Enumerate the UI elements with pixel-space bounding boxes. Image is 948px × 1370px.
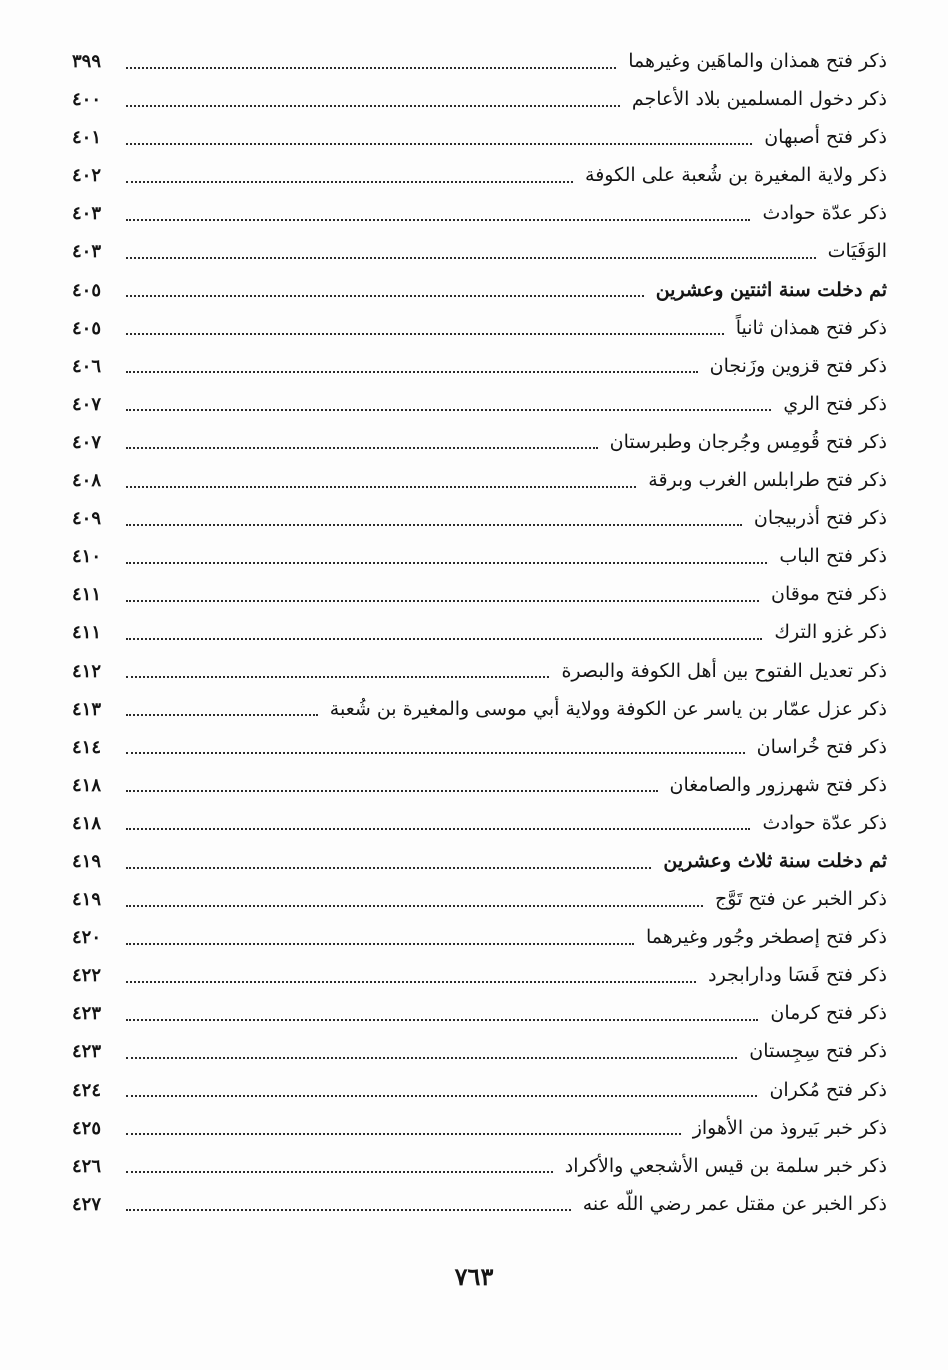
- toc-entry-page-number: ٤١٠: [72, 546, 102, 568]
- dot-leader: [126, 751, 745, 754]
- toc-section-heading: ثم دخلت سنة اثنتين وعشرين: [655, 278, 887, 301]
- dot-leader: [126, 1018, 758, 1021]
- toc-entry-title: ذكر فتح قُومِس وجُرجان وطبرستان: [609, 430, 887, 453]
- dot-leader: [126, 142, 752, 145]
- toc-entry-title: ذكر فتح همذان والماهَين وغيرهما: [628, 50, 887, 72]
- dot-leader: [126, 1208, 571, 1211]
- toc-entry: [72, 499, 887, 537]
- toc-entry-page-number: ٤٠٦: [72, 355, 102, 377]
- toc-entry: [72, 118, 887, 156]
- dot-leader: [126, 1132, 681, 1135]
- toc-entry-title: ذكر تعديل الفتوح بين أهل الكوفة والبصرة: [561, 659, 887, 682]
- dot-leader: [126, 1056, 737, 1059]
- toc-entry: [72, 423, 887, 461]
- toc-entry: [72, 842, 887, 880]
- toc-entry-title: ذكر فتح الباب: [779, 545, 887, 568]
- toc-entry-title: ذكر فتح أصبهان: [764, 126, 887, 149]
- toc-entry-page-number: ٤٠٨: [72, 470, 102, 492]
- toc-entry-page-number: ٤٠٣: [72, 241, 102, 263]
- toc-entry: [72, 1185, 887, 1223]
- dot-leader: [126, 218, 750, 221]
- toc-entry-title: ذكر فتح مُكران: [769, 1078, 887, 1101]
- dot-leader: [126, 713, 318, 716]
- dot-leader: [126, 256, 816, 259]
- toc-entry-title: الوَفَيَات: [827, 240, 887, 263]
- toc-entry-title: ذكر فتح إصطخر وجُور وغيرهما: [645, 926, 887, 949]
- toc-entry-page-number: ٤٠٠: [72, 89, 102, 111]
- toc-entry: [72, 461, 887, 499]
- toc-entry-title: ذكر خبر سلمة بن قيس الأشجعي والأكراد: [564, 1154, 887, 1177]
- toc-entry: [72, 575, 887, 613]
- dot-leader: [126, 637, 762, 640]
- toc-entry-page-number: ٤٠٥: [72, 279, 102, 301]
- toc-entry-title: ذكر عدّة حوادث: [762, 811, 887, 834]
- toc-entry-page-number: ٤١٩: [72, 889, 102, 911]
- toc-entry-page-number: ٤١٨: [72, 774, 102, 796]
- dot-leader: [126, 599, 759, 602]
- toc-entry-title: ذكر فتح طرابلس الغرب وبرقة: [648, 469, 887, 492]
- toc-entry: [72, 1109, 887, 1147]
- toc-entry-title: ذكر الخبر عن فتح تَوَّج: [715, 888, 887, 911]
- toc-entry-page-number: ٤٢٣: [72, 1041, 102, 1063]
- toc-entry: [72, 232, 887, 270]
- toc-entry: [72, 956, 887, 994]
- toc-entry-page-number: ٤٢٢: [72, 965, 102, 987]
- dot-leader: [126, 789, 658, 792]
- dot-leader: [126, 180, 573, 183]
- dot-leader: [126, 904, 703, 907]
- toc-entry-title: ذكر خبر بَيروذ من الأهواز: [692, 1116, 887, 1139]
- toc-entry: [72, 271, 887, 309]
- toc-entry-page-number: ٤١٨: [72, 812, 102, 834]
- toc-entry-title: ذكر فتح سِجِستان: [749, 1040, 887, 1063]
- dot-leader: [126, 485, 636, 488]
- dot-leader: [126, 827, 750, 830]
- toc-entry-page-number: ٤٠٥: [72, 317, 102, 339]
- toc-entry-page-number: ٤٢٠: [72, 927, 102, 949]
- toc-entry-page-number: ٤١٤: [72, 736, 102, 758]
- dot-leader: [126, 980, 696, 983]
- toc-entry-page-number: ٤٠٧: [72, 431, 102, 453]
- toc-section-heading: ثم دخلت سنة ثلاث وعشرين: [663, 849, 887, 872]
- dot-leader: [126, 370, 698, 373]
- toc-entry-page-number: ٣٩٩: [72, 51, 102, 72]
- dot-leader: [126, 866, 651, 869]
- toc-entry-page-number: ٤٠١: [72, 127, 102, 149]
- toc-entry-page-number: ٤٢٦: [72, 1155, 102, 1177]
- toc-entry-page-number: ٤١١: [72, 584, 102, 606]
- toc-entry-title: ذكر عزل عمّار بن ياسر عن الكوفة وولاية أبي موسى والمغيرة بن شُعبة: [329, 697, 887, 720]
- dot-leader: [126, 1170, 553, 1173]
- dot-leader: [126, 294, 644, 297]
- table-of-contents: [72, 42, 887, 1223]
- toc-entry: [72, 918, 887, 956]
- dot-leader: [126, 942, 634, 945]
- toc-entry: [72, 385, 887, 423]
- toc-entry-title: ذكر فتح شهرزور والصامغان: [669, 773, 887, 796]
- toc-entry: [72, 194, 887, 232]
- toc-entry: [72, 728, 887, 766]
- toc-entry: [72, 156, 887, 194]
- dot-leader: [126, 523, 742, 526]
- toc-entry: [72, 537, 887, 575]
- toc-entry-page-number: ٤٠٢: [72, 165, 102, 187]
- dot-leader: [126, 408, 771, 411]
- toc-entry-title: ذكر دخول المسلمين بلاد الأعاجم: [631, 88, 887, 111]
- dot-leader: [126, 675, 549, 678]
- toc-entry-page-number: ٤٢٥: [72, 1117, 102, 1139]
- toc-entry-title: ذكر الخبر عن مقتل عمر رضي اللّه عنه: [582, 1192, 887, 1215]
- toc-entry: [72, 347, 887, 385]
- toc-entry-title: ذكر فتح كرمان: [770, 1002, 887, 1025]
- toc-entry: [72, 80, 887, 118]
- toc-entry: [72, 690, 887, 728]
- toc-entry: [72, 1032, 887, 1070]
- toc-entry: [72, 1147, 887, 1185]
- toc-entry-title: ذكر غزو الترك: [774, 621, 887, 644]
- dot-leader: [126, 1094, 757, 1097]
- page-number: ٧٦٣: [454, 1262, 494, 1291]
- toc-entry: [72, 1071, 887, 1109]
- dot-leader: [126, 66, 616, 69]
- dot-leader: [126, 332, 724, 335]
- toc-entry-title: ذكر فتح الري: [783, 392, 887, 415]
- toc-entry: [72, 766, 887, 804]
- toc-entry-title: ذكر فتح قزوين وزَنجان: [709, 354, 887, 377]
- toc-entry-title: ذكر فتح موقان: [771, 583, 887, 606]
- toc-entry: [72, 994, 887, 1032]
- toc-entry-title: ذكر ولاية المغيرة بن شُعبة على الكوفة: [585, 164, 887, 187]
- toc-entry-page-number: ٤٢٤: [72, 1079, 102, 1101]
- toc-entry-page-number: ٤٢٣: [72, 1003, 102, 1025]
- toc-entry-title: ذكر فتح فَسَا ودارابجرد: [708, 964, 887, 987]
- dot-leader: [126, 104, 620, 107]
- toc-entry: [72, 880, 887, 918]
- toc-entry-title: ذكر فتح أذربيجان: [753, 507, 887, 530]
- toc-entry-page-number: ٤٠٣: [72, 203, 102, 225]
- toc-entry-page-number: ٤٢٧: [72, 1193, 102, 1215]
- toc-entry-page-number: ٤١٩: [72, 850, 102, 872]
- toc-entry-page-number: ٤١٣: [72, 698, 102, 720]
- toc-entry: [72, 42, 887, 80]
- toc-entry: [72, 613, 887, 651]
- toc-entry-title: ذكر فتح همذان ثانياً: [735, 316, 887, 339]
- dot-leader: [126, 561, 767, 564]
- toc-entry: [72, 804, 887, 842]
- toc-entry: [72, 309, 887, 347]
- toc-entry: [72, 652, 887, 690]
- toc-entry-page-number: ٤١٢: [72, 660, 102, 682]
- toc-entry-page-number: ٤٠٧: [72, 393, 102, 415]
- dot-leader: [126, 446, 598, 449]
- toc-entry-page-number: ٤٠٩: [72, 508, 102, 530]
- toc-entry-title: ذكر فتح خُراسان: [756, 735, 887, 758]
- toc-entry-title: ذكر عدّة حوادث: [762, 202, 887, 225]
- toc-entry-page-number: ٤١١: [72, 622, 102, 644]
